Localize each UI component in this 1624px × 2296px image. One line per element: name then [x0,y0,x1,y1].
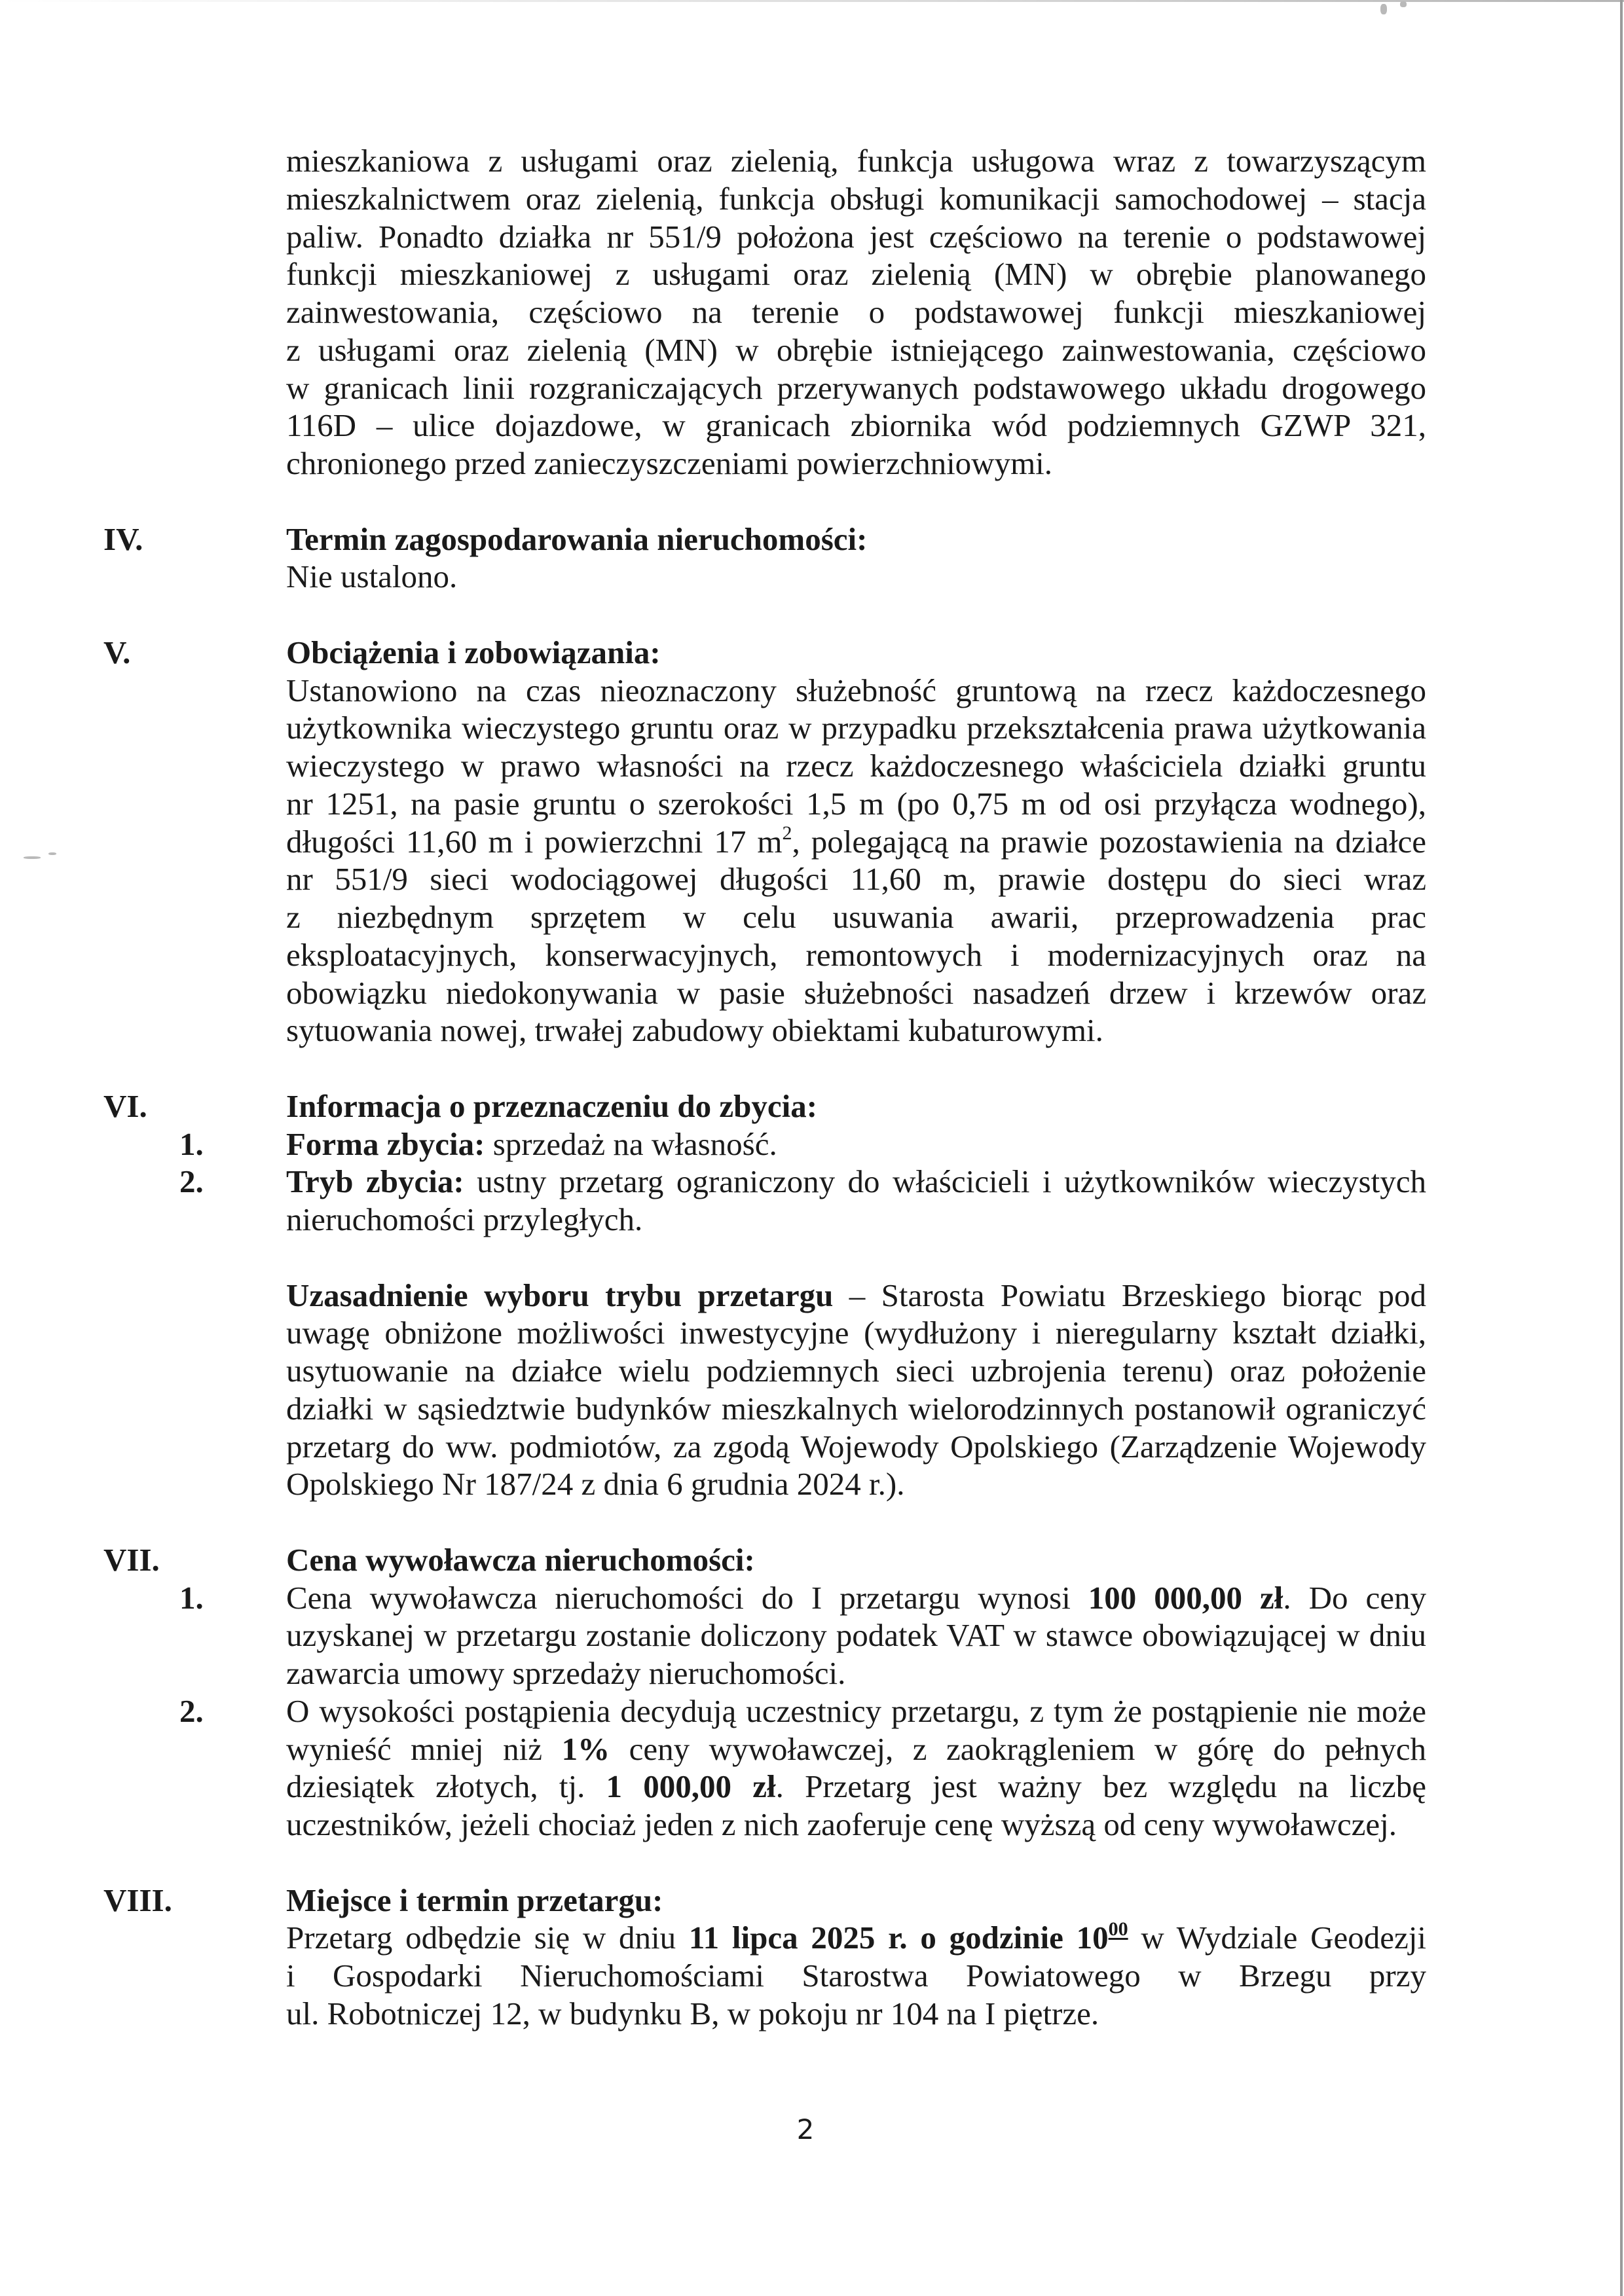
numbered-item [179,1163,1426,1239]
numbered-item [179,1579,1426,1692]
bold-text: 1 000,00 zł [606,1768,776,1805]
text-run: użytkownika wieczystego gruntu oraz w przypadku przekształcenia prawa użytkowania [286,710,1426,746]
section-numeral: VI. [103,1087,147,1124]
item-number: 2. [179,1163,204,1200]
text-run: funkcji mieszkaniowej z usługami oraz zielenią (MN) w obrębie planowanego [286,256,1426,293]
text-line [286,1919,1426,1957]
text-line [286,1314,1426,1352]
text-run: 116D – ulice dojazdowe, w granicach zbiornika wód podziemnych GZWP 321, [286,407,1426,444]
text-run: , polegającą na prawie pozostawienia na działce [792,823,1427,860]
text-line [286,709,1426,747]
bold-text: Tryb zbycia: [286,1163,464,1200]
item-number: 1. [179,1125,204,1162]
text-run: paliw. Ponadto działka nr 551/9 położona jest częściowo na terenie o podstawowej [286,218,1426,255]
bold-text: 11 lipca 2025 r. o godzinie 10 [688,1920,1109,1956]
text-line [286,1995,1426,2033]
text-run: usytuowanie na działce wielu podziemnych sieci uzbrojenia terenu) oraz położenie [286,1353,1426,1389]
text-line [286,1730,1426,1768]
section-paragraph [286,672,1426,1050]
text-line [286,974,1426,1012]
section-numeral: VII. [103,1541,160,1578]
text-line [286,1806,1426,1844]
numbered-item [179,1692,1426,1844]
bold-text: 100 000,00 zł [1088,1579,1283,1616]
text-run: Przetarg odbędzie się w dniu [286,1920,689,1956]
text-line [286,331,1426,369]
paragraph-spacer [286,483,1426,520]
text-line [286,218,1426,256]
scan-artifact [48,852,56,855]
text-line [286,823,1426,861]
text-line [286,1957,1426,1995]
text-run: uzyskanej w przetargu zostanie doliczony podatek VAT w stawce obowiązującej w dniu [286,1617,1426,1654]
scan-artifact [1400,1,1407,7]
scan-artifact [24,856,41,859]
text-run: O wysokości postąpienia decydują uczestnicy przetargu, z tym że postąpienie nie może [286,1692,1426,1729]
text-line [286,369,1426,407]
text-run: chronionego przed zanieczyszczeniami powierzchniowymi. [286,445,1053,481]
text-line [286,1390,1426,1428]
bold-text: Uzasadnienie wyboru trybu przetargu [286,1277,834,1313]
section-numeral: V. [103,634,131,670]
text-line [286,1011,1426,1049]
section-heading [103,520,1426,558]
section-numeral: IV. [103,520,143,557]
text-run: z usługami oraz zielenią (MN) w obrębie istniejącego zainwestowania, częściowo [286,331,1426,368]
text-line [286,936,1426,974]
text-run: uczestników, jeżeli chociaż jeden z nich zaoferuje cenę wyższą od ceny wywoławczej. [286,1806,1397,1842]
text-run: dziesiątek złotych, tj. [286,1768,606,1805]
paragraph-spacer [286,1844,1426,1882]
text-run: wynieść mniej niż [286,1730,562,1767]
text-line [286,860,1426,898]
text-line [286,785,1426,823]
section-title: Miejsce i termin przetargu: [286,1882,663,1918]
text-run: – Starosta Powiatu Brzeskiego biorąc pod [833,1277,1426,1313]
scan-border-top [0,0,1624,2]
text-line [179,1692,1426,1730]
text-line [179,1163,1426,1201]
section-title: Informacja o przeznaczeniu do zbycia: [286,1087,818,1124]
scan-artifact [1380,4,1387,14]
text-run: długości 11,60 m i powierzchni 17 m [286,823,783,860]
text-line [286,1428,1426,1466]
text-run: działki w sąsiedztwie budynków mieszkalnych wielorodzinnych postanowił ograniczyć [286,1390,1426,1427]
text-line [286,293,1426,331]
text-run: . Przetarg jest ważny bez względu na liczbę [775,1768,1426,1805]
text-run: ul. Robotniczej 12, w budynku B, w pokoju nr 104 na I piętrze. [286,1995,1099,2032]
text-line [286,898,1426,936]
text-run: ceny wywoławczej, z zaokrągleniem w górę do pełnych [610,1730,1426,1767]
text-run: w Wydziale Geodezji [1128,1920,1427,1956]
section-title: Cena wywoławcza nieruchomości: [286,1541,755,1578]
section-paragraph [286,558,1426,596]
intro-paragraph [286,142,1426,483]
section-heading [103,1087,1426,1125]
text-line [286,1616,1426,1654]
section-6 [103,1087,1426,1503]
section-title: Termin zagospodarowania nieruchomości: [286,520,868,557]
text-run: w granicach linii rozgraniczających przerywanych podstawowego układu drogowego [286,369,1426,406]
text-line [286,1201,1426,1239]
section-paragraph [286,1919,1426,2032]
paragraph-spacer [286,1049,1426,1087]
text-run: Nie ustalono. [286,558,458,595]
superscript: 2 [782,822,792,844]
text-line [286,1654,1426,1692]
text-line [286,558,1426,596]
text-line [179,1125,1426,1163]
section-7 [103,1541,1426,1844]
text-run: mieszkaniowa z usługami oraz zielenią, funkcja usługowa wraz z towarzyszącym [286,143,1426,179]
text-run: Cena wywoławcza nieruchomości do I przetargu wynosi [286,1579,1088,1616]
section-heading [103,1541,1426,1579]
text-line [286,180,1426,218]
text-run: sprzedaż na własność. [485,1125,777,1162]
bold-text: Forma zbycia: [286,1125,485,1162]
text-run: Ustanowiono na czas nieoznaczony służebność gruntową na rzecz każdoczesnego [286,672,1426,708]
text-run: zawarcia umowy sprzedaży nieruchomości. [286,1655,846,1691]
text-run: obowiązku niedokonywania w pasie służebności nasadzeń drzew i krzewów oraz [286,974,1426,1011]
paragraph-spacer [286,596,1426,634]
section-heading [103,634,1426,672]
text-line [286,407,1426,445]
text-run: uwagę obniżone możliwości inwestycyjne (wydłużony i nieregularny kształt działki, [286,1315,1426,1351]
text-run: wieczystego w prawo własności na rzecz każdoczesnego właściciela działki gruntu [286,748,1426,784]
text-line [286,1768,1426,1806]
text-run: i Gospodarki Nieruchomościami Starostwa Powiatowego w Brzegu przy [286,1958,1426,1994]
text-run: eksploatacyjnych, konserwacyjnych, remontowych i modernizacyjnych oraz na [286,936,1426,973]
superscript: 00 [1108,1918,1128,1941]
text-run: nr 551/9 sieci wodociągowej długości 11,60 m, prawie dostępu do sieci wraz [286,861,1426,898]
section-numeral: VIII. [103,1882,172,1918]
section-8 [103,1882,1427,2033]
text-line [286,142,1426,180]
text-line [179,1579,1426,1617]
paragraph-spacer [286,1503,1426,1541]
text-run: ustny przetarg ograniczony do właścicieli i użytkowników wieczystych [464,1163,1426,1200]
text-run: zainwestowania, częściowo na terenie o podstawowej funkcji mieszkaniowej [286,294,1426,330]
text-run: . Do ceny [1283,1579,1426,1616]
text-run: Opolskiego Nr 187/24 z dnia 6 grudnia 2024 r.). [286,1466,905,1503]
numbered-item [179,1125,1426,1163]
text-line [286,445,1426,483]
text-run: mieszkalnictwem oraz zielenią, funkcja obsługi komunikacji samochodowej – stacja [286,180,1426,217]
text-run: sytuowania nowej, trwałej zabudowy obiektami kubaturowymi. [286,1012,1103,1049]
item-number: 1. [179,1579,204,1616]
document-body [103,142,1427,2033]
text-run: nr 1251, na pasie gruntu o szerokości 1,5 m (po 0,75 m od osi przyłącza wodnego), [286,785,1426,822]
text-line [286,1465,1426,1503]
text-run: nieruchomości przyległych. [286,1201,643,1237]
text-line [286,672,1426,710]
section-heading [103,1882,1426,1920]
section-paragraph [286,1277,1426,1504]
page-number: 2 [796,2113,815,2145]
text-run: z niezbędnym sprzętem w celu usuwania awarii, przeprowadzenia prac [286,899,1426,935]
section-4 [103,520,1426,596]
text-line [286,747,1426,785]
text-line [286,255,1426,293]
section-5 [103,634,1427,1049]
scan-border-right [1620,0,1623,2296]
text-line [286,1352,1426,1390]
text-run: przetarg do ww. podmiotów, za zgodą Wojewody Opolskiego (Zarządzenie Wojewody [286,1428,1426,1465]
bold-text: 1% [561,1730,610,1767]
item-number: 2. [179,1692,204,1729]
paragraph-spacer [286,1239,1426,1277]
text-line [286,1277,1426,1315]
section-title: Obciążenia i zobowiązania: [286,634,661,670]
